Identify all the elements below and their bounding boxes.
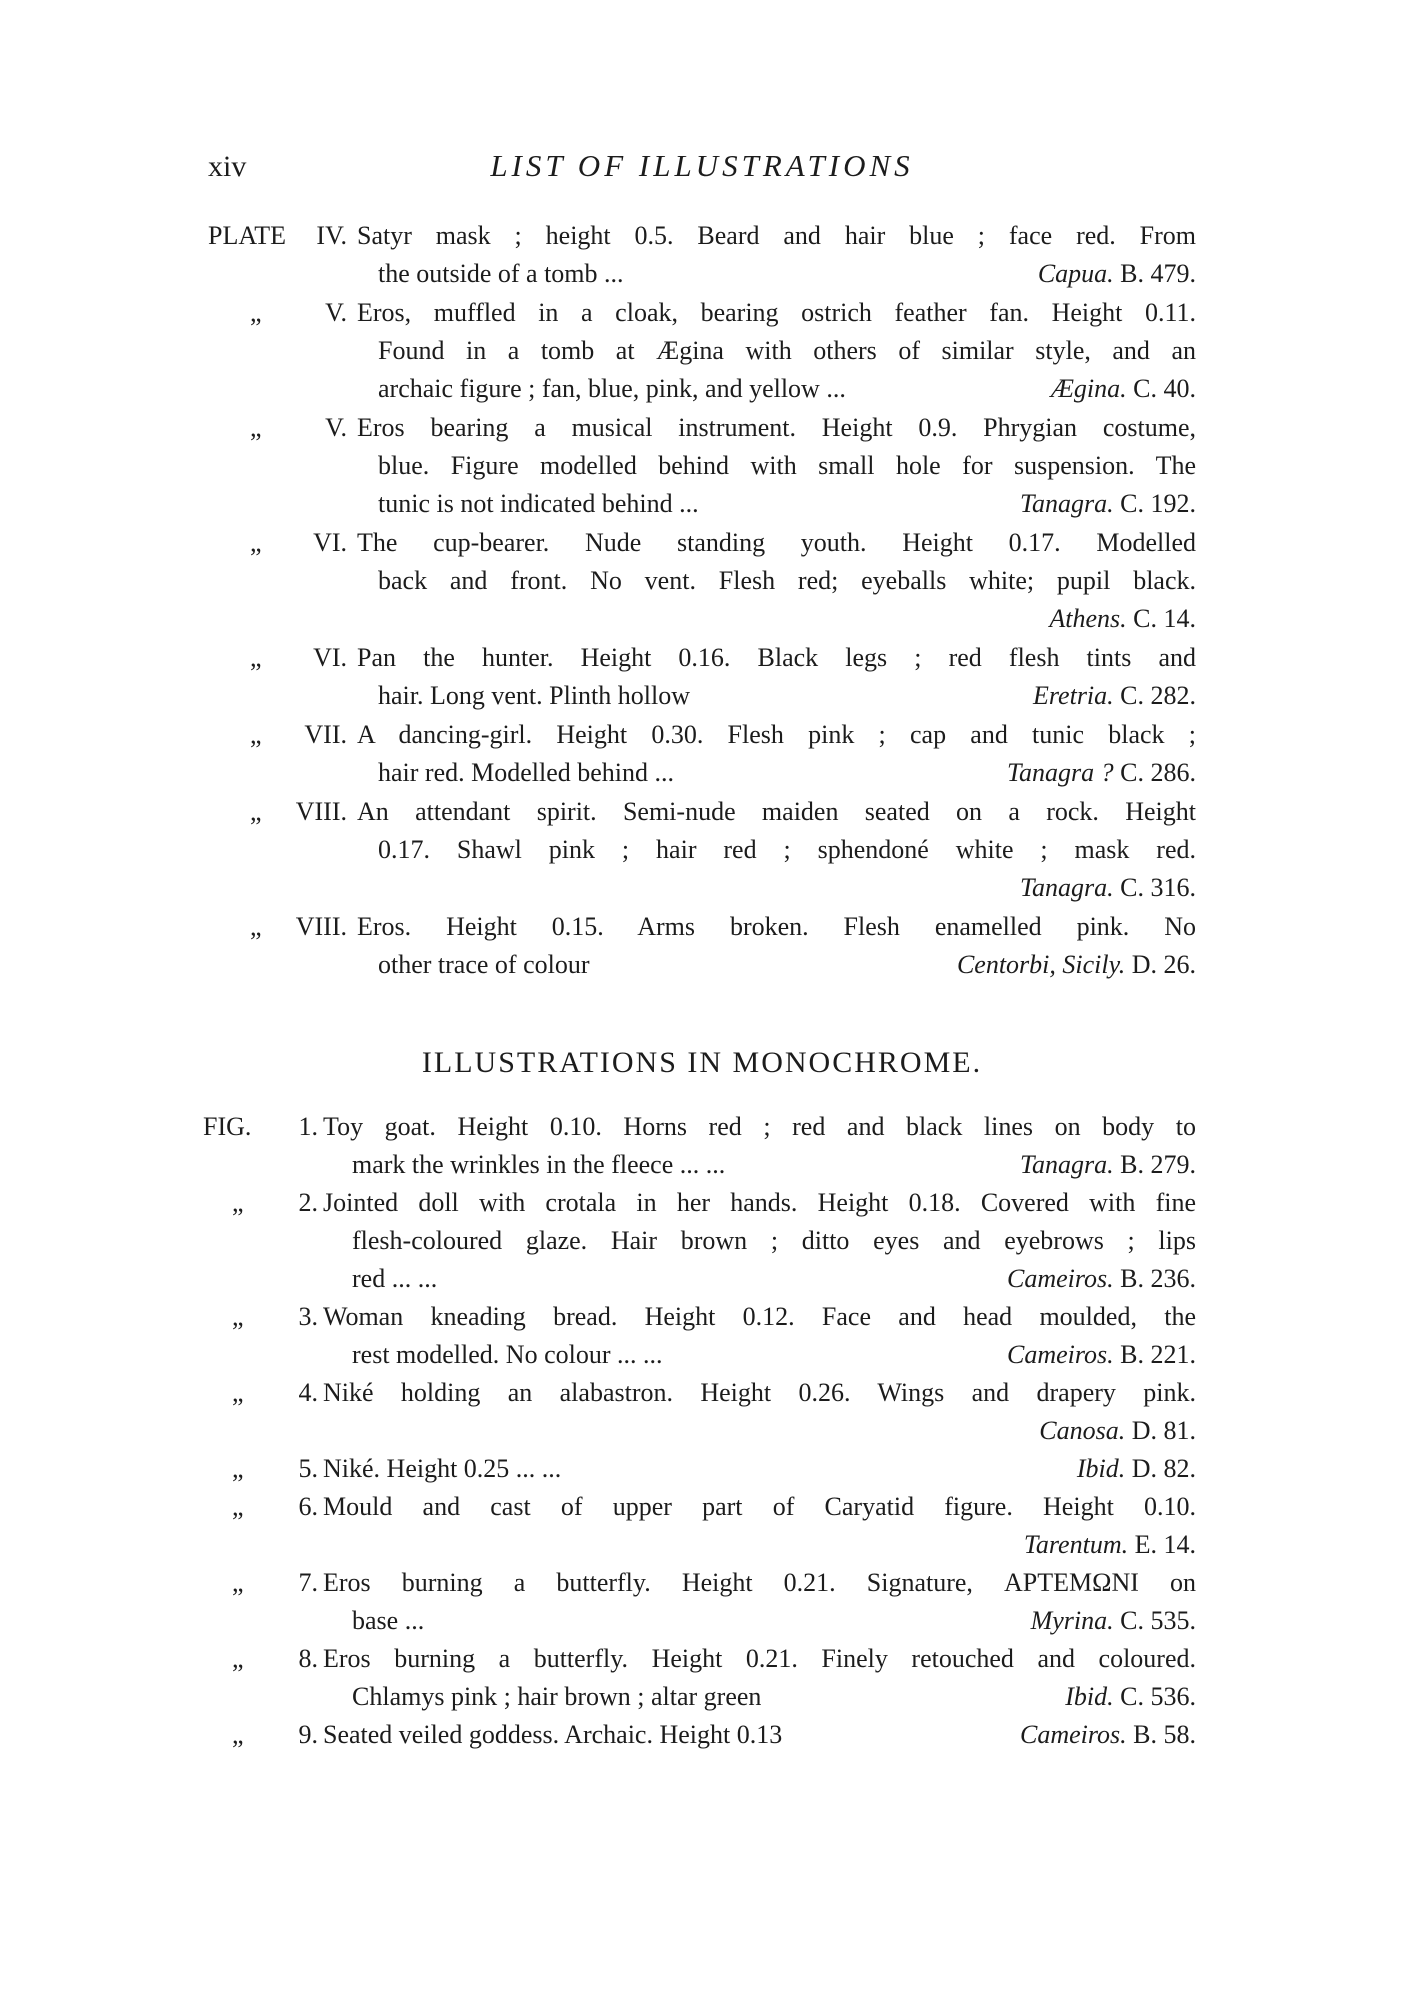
ditto-mark: „	[250, 912, 262, 941]
ditto-mark: „	[232, 1454, 244, 1483]
ditto-mark: „	[250, 298, 262, 327]
running-title: LIST OF ILLUSTRATIONS	[490, 148, 914, 183]
ditto-mark: „	[232, 1568, 244, 1597]
entry-text-line: rest modelled. No colour ... ...	[352, 1340, 663, 1369]
entry-text-line: hair red. Modelled behind ...	[378, 758, 675, 787]
entry-catalog: D. 82.	[1131, 1454, 1196, 1483]
entry-text-line: Seated veiled goddess. Archaic. Height 0.13	[323, 1720, 783, 1749]
entry-place: Athens.	[1049, 604, 1127, 633]
entry-text-line: Satyr mask ; height 0.5. Beard and hair blue ; face red. From	[357, 221, 1196, 250]
entry-place: Tarentum.	[1023, 1530, 1129, 1559]
entry-place: Tanagra.	[1019, 489, 1114, 518]
entry-place: Tanagra.	[1019, 1150, 1114, 1179]
entry-catalog: E. 14.	[1134, 1530, 1196, 1559]
entry-text-line: blue. Figure modelled behind with small hole for suspension. The	[378, 451, 1196, 480]
entry-number: VII.	[304, 720, 347, 749]
entry-place: Ibid.	[1076, 1454, 1126, 1483]
entry-number: 6.	[298, 1492, 318, 1521]
entry-text-line: red ... ...	[352, 1264, 438, 1293]
list-prefix: PLATE	[208, 221, 286, 250]
entry-text-line: An attendant spirit. Semi-nude maiden seated on a rock. Height	[357, 797, 1196, 826]
entry-catalog: D. 81.	[1131, 1416, 1196, 1445]
entry-number: 3.	[298, 1302, 318, 1331]
entry-location	[776, 946, 1196, 984]
entry-place: Myrina.	[1030, 1606, 1114, 1635]
ditto-mark: „	[232, 1188, 244, 1217]
entry-text-line: 0.17. Shawl pink ; hair red ; sphendoné white ; mask red.	[378, 835, 1196, 864]
ditto-mark: „	[250, 643, 262, 672]
entry-location	[776, 677, 1196, 715]
entry-place: Eretria.	[1033, 681, 1114, 710]
entry-place: Cameiros.	[1007, 1340, 1114, 1369]
entry-place: Ægina.	[1050, 374, 1127, 403]
entry-text-line: Niké holding an alabastron. Height 0.26. Wings and drapery pink.	[323, 1378, 1196, 1407]
entry-text-line: the outside of a tomb ...	[378, 259, 624, 288]
entry-catalog: C. 536.	[1120, 1682, 1196, 1711]
entry-text-line: Eros burning a butterfly. Height 0.21. Finely retouched and coloured.	[323, 1644, 1196, 1673]
entry-number: VI.	[313, 643, 347, 672]
entry-text-line: A dancing-girl. Height 0.30. Flesh pink ; cap and tunic black ;	[357, 720, 1196, 749]
entry-place: Cameiros.	[1020, 1720, 1127, 1749]
entry-number: V.	[325, 413, 347, 442]
entry-number: 7.	[298, 1568, 318, 1597]
entry-text-line: base ...	[352, 1606, 425, 1635]
entry-text-line: Niké. Height 0.25 ... ...	[323, 1454, 562, 1483]
ditto-mark: „	[250, 720, 262, 749]
entry-text-line: hair. Long vent. Plinth hollow	[378, 681, 690, 710]
entry-number: 9.	[298, 1720, 318, 1749]
list-prefix: FIG.	[203, 1112, 252, 1141]
entry-number: VIII.	[295, 912, 347, 941]
entry-location	[776, 485, 1196, 523]
entry-text-line: flesh-coloured glaze. Hair brown ; ditto eyes and eyebrows ; lips	[352, 1226, 1196, 1255]
entry-location	[776, 600, 1196, 638]
entry-text-line: Eros burning a butterfly. Height 0.21. Signature, ΑΡΤΕΜΩΝΙ on	[323, 1568, 1196, 1597]
ditto-mark: „	[232, 1644, 244, 1673]
entry-catalog: B. 479.	[1120, 259, 1196, 288]
entry-place: Centorbi, Sicily.	[956, 950, 1126, 979]
entry-location	[776, 255, 1196, 293]
entry-catalog: B. 221.	[1120, 1340, 1196, 1369]
entry-number: VI.	[313, 528, 347, 557]
entry-location	[776, 1678, 1196, 1716]
entry-catalog: C. 535.	[1120, 1606, 1196, 1635]
entry-number: 8.	[298, 1644, 318, 1673]
entry-location	[776, 370, 1196, 408]
entry-location	[776, 1146, 1196, 1184]
entry-text-line: archaic figure ; fan, blue, pink, and yellow ...	[378, 374, 846, 403]
entry-number: 4.	[298, 1378, 318, 1407]
entry-number: 5.	[298, 1454, 318, 1483]
entry-place: Ibid.	[1065, 1682, 1114, 1711]
entry-place: Tanagra ?	[1006, 758, 1114, 787]
entry-catalog: C. 40.	[1133, 374, 1196, 403]
entry-catalog: C. 316.	[1120, 873, 1196, 902]
entry-catalog: C. 286.	[1120, 758, 1196, 787]
entry-location	[776, 1336, 1196, 1374]
entry-text-line: Toy goat. Height 0.10. Horns red ; red and black lines on body to	[323, 1112, 1196, 1141]
entry-text-line: Eros, muffled in a cloak, bearing ostrich feather fan. Height 0.11.	[357, 298, 1196, 327]
entry-text-line: Pan the hunter. Height 0.16. Black legs ; red flesh tints and	[357, 643, 1196, 672]
entry-location	[776, 1526, 1196, 1564]
entry-location	[776, 754, 1196, 792]
entry-catalog: B. 279.	[1120, 1150, 1196, 1179]
entry-text-line: Eros bearing a musical instrument. Height 0.9. Phrygian costume,	[357, 413, 1196, 442]
entry-text-line: Chlamys pink ; hair brown ; altar green	[352, 1682, 762, 1711]
entry-location	[776, 1716, 1196, 1754]
entry-text-line: other trace of colour	[378, 950, 590, 979]
entry-number: 1.	[298, 1112, 318, 1141]
ditto-mark: „	[250, 797, 262, 826]
ditto-mark: „	[232, 1720, 244, 1749]
ditto-mark: „	[250, 413, 262, 442]
entry-location	[776, 869, 1196, 907]
entry-place: Canosa.	[1039, 1416, 1126, 1445]
entry-text-line: Jointed doll with crotala in her hands. Height 0.18. Covered with fine	[323, 1188, 1196, 1217]
entry-place: Capua.	[1037, 259, 1114, 288]
entry-text-line: Mould and cast of upper part of Caryatid figure. Height 0.10.	[323, 1492, 1196, 1521]
entry-catalog: B. 58.	[1133, 1720, 1196, 1749]
ditto-mark: „	[250, 528, 262, 557]
entry-number: V.	[325, 298, 347, 327]
entry-text-line: Woman kneading bread. Height 0.12. Face and head moulded, the	[323, 1302, 1196, 1331]
entry-place: Cameiros.	[1007, 1264, 1114, 1293]
ditto-mark: „	[232, 1302, 244, 1331]
entry-location	[776, 1260, 1196, 1298]
page-number: xiv	[208, 150, 247, 183]
entry-place: Tanagra.	[1019, 873, 1114, 902]
entry-text-line: The cup-bearer. Nude standing youth. Height 0.17. Modelled	[357, 528, 1196, 557]
entry-catalog: B. 236.	[1120, 1264, 1196, 1293]
ditto-mark: „	[232, 1378, 244, 1407]
entry-text-line: Found in a tomb at Ægina with others of similar style, and an	[378, 336, 1196, 365]
entry-catalog: D. 26.	[1131, 950, 1196, 979]
entry-text-line: Eros. Height 0.15. Arms broken. Flesh enamelled pink. No	[357, 912, 1196, 941]
entry-number: VIII.	[295, 797, 347, 826]
entry-text-line: mark the wrinkles in the fleece ... ...	[352, 1150, 726, 1179]
entry-catalog: C. 192.	[1120, 489, 1196, 518]
entry-number: 2.	[298, 1188, 318, 1217]
entry-catalog: C. 282.	[1120, 681, 1196, 710]
monochrome-section-title: ILLUSTRATIONS IN MONOCHROME.	[421, 1046, 983, 1079]
ditto-mark: „	[232, 1492, 244, 1521]
entry-text-line: back and front. No vent. Flesh red; eyeballs white; pupil black.	[378, 566, 1196, 595]
entry-number: IV.	[316, 221, 347, 250]
entry-text-line: tunic is not indicated behind ...	[378, 489, 699, 518]
entry-location	[776, 1412, 1196, 1450]
entry-location	[776, 1450, 1196, 1488]
entry-catalog: C. 14.	[1133, 604, 1196, 633]
entry-location	[776, 1602, 1196, 1640]
